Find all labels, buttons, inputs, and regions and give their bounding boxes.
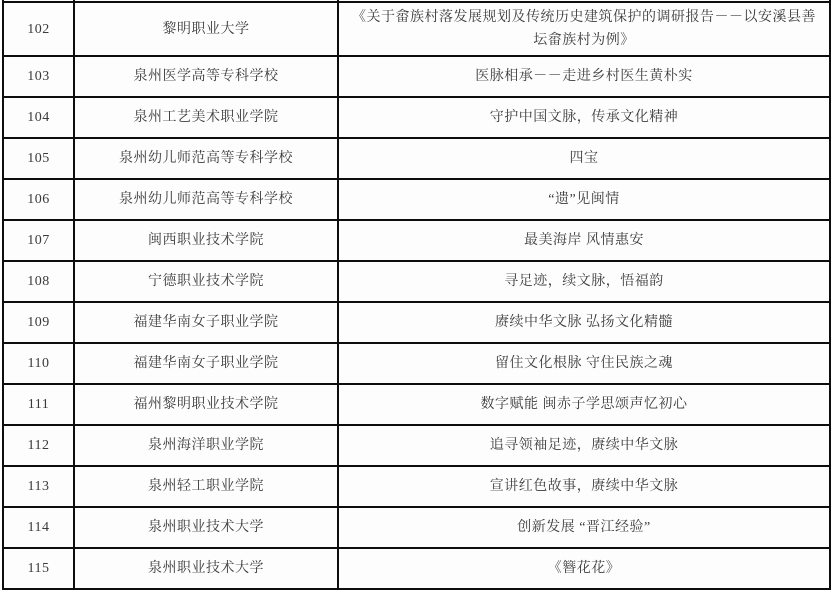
row-number-cell: 103: [3, 56, 74, 97]
school-cell: 福州黎明职业技术学院: [74, 384, 338, 425]
work-title-cell: 创新发展 “晋江经验”: [338, 507, 830, 548]
school-cell: 泉州海洋职业学院: [74, 425, 338, 466]
table-row: [3, 302, 830, 343]
row-number-cell: 115: [3, 548, 74, 589]
school-cell: 黎明职业大学: [74, 2, 338, 56]
table-row: [3, 97, 830, 138]
row-number-cell: 111: [3, 384, 74, 425]
table-row: [3, 548, 830, 589]
work-title-cell: 最美海岸 风情惠安: [338, 220, 830, 261]
work-title-cell: 追寻领袖足迹，赓续中华文脉: [338, 425, 830, 466]
row-number-cell: 114: [3, 507, 74, 548]
work-title-cell: 《簪花花》: [338, 548, 830, 589]
row-number-cell: 113: [3, 466, 74, 507]
row-number-cell: 109: [3, 302, 74, 343]
school-cell: 闽西职业技术学院: [74, 220, 338, 261]
school-cell: 宁德职业技术学院: [74, 261, 338, 302]
work-title-cell: 寻足迹，续文脉，悟福韵: [338, 261, 830, 302]
row-number-cell: 107: [3, 220, 74, 261]
table-row: [3, 343, 830, 384]
work-title-cell: 赓续中华文脉 弘扬文化精髓: [338, 302, 830, 343]
row-number-cell: 112: [3, 425, 74, 466]
row-number-cell: 110: [3, 343, 74, 384]
table-row: [3, 56, 830, 97]
table-row: [3, 466, 830, 507]
row-number-cell: 108: [3, 261, 74, 302]
table-row: [3, 179, 830, 220]
school-cell: 泉州医学高等专科学校: [74, 56, 338, 97]
row-number-cell: 104: [3, 97, 74, 138]
table-body: [3, 0, 830, 589]
row-number-cell: 105: [3, 138, 74, 179]
work-title-cell: 宣讲红色故事，赓续中华文脉: [338, 466, 830, 507]
school-cell: 泉州幼儿师范高等专科学校: [74, 179, 338, 220]
work-title-cell: 医脉相承－－走进乡村医生黄朴实: [338, 56, 830, 97]
school-cell: 泉州幼儿师范高等专科学校: [74, 138, 338, 179]
award-results-table: [2, 0, 831, 590]
work-title-cell: 四宝: [338, 138, 830, 179]
school-cell: 泉州职业技术大学: [74, 507, 338, 548]
table-row: [3, 2, 830, 56]
work-title-cell: 《关于畲族村落发展规划及传统历史建筑保护的调研报告－－以安溪县善坛畲族村为例》: [338, 2, 830, 56]
table-row: [3, 425, 830, 466]
work-title-cell: 数字赋能 闽赤子学思颂声忆初心: [338, 384, 830, 425]
work-title-cell: “遗”见闽情: [338, 179, 830, 220]
school-cell: 泉州职业技术大学: [74, 548, 338, 589]
work-title-cell: 守护中国文脉，传承文化精神: [338, 97, 830, 138]
row-number-cell: 102: [3, 2, 74, 56]
school-cell: 福建华南女子职业学院: [74, 302, 338, 343]
school-cell: 泉州轻工职业学院: [74, 466, 338, 507]
work-title-cell: 留住文化根脉 守住民族之魂: [338, 343, 830, 384]
table-row: [3, 220, 830, 261]
school-cell: 福建华南女子职业学院: [74, 343, 338, 384]
table-row: [3, 138, 830, 179]
table-row: [3, 384, 830, 425]
table-row: [3, 261, 830, 302]
school-cell: 泉州工艺美术职业学院: [74, 97, 338, 138]
row-number-cell: 106: [3, 179, 74, 220]
table-row: [3, 507, 830, 548]
